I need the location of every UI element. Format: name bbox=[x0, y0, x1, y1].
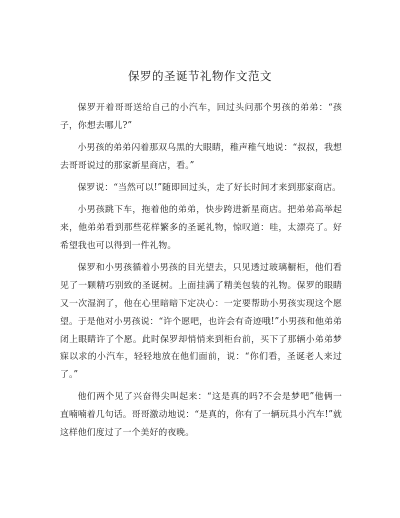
paragraph: 小男孩的弟弟闪着那双乌黑的大眼睛，稚声稚气地说：“叔叔，我想去哥哥说过的那家新星商店，看。” bbox=[60, 143, 342, 171]
paragraph: 他们两个见了兴奋得尖叫起来：“这是真的吗?不会是梦吧”他俩一直喃喃着几句话。哥哥激动地说：“是真的，你有了一辆玩具小汽车!”就这样他们度过了一个美好的夜晚。 bbox=[60, 392, 342, 439]
paragraph: 保罗和小男孩循着小男孩的目光望去，只见透过玻璃橱柜，他们看见了一颗精巧别致的圣诞树。上面挂满了精美包装的礼物。保罗的眼睛又一次湿润了，他在心里暗暗下定决心：一定要帮助小男孩实现这个愿望。于是他对小男孩说：“许个愿吧，也许会有奇迹哦!”小男孩和他弟弟闭上眼睛许了个愿。此时保罗却悄悄来到柜台前，买下了那辆小弟弟梦寐以求的小汽车，轻轻地放在他们面前，说：“你们看，圣诞老人来过了。” bbox=[60, 263, 342, 381]
document-title: 保罗的圣诞节礼物作文范文 bbox=[128, 69, 272, 83]
document-body bbox=[60, 100, 342, 447]
paragraph: 保罗开着哥哥送给自己的小汽车，回过头问那个男孩的弟弟：“孩子，你想去哪儿?” bbox=[60, 103, 342, 131]
paragraph: 小男孩跳下车，拖着他的弟弟，快步跨进新星商店。把弟弟高举起来，他弟弟看到那些花样繁多的圣诞礼物，惊叹道：哇，太漂亮了。好希望我也可以得到一件礼物。 bbox=[60, 205, 342, 252]
paragraph: 保罗说：“当然可以!”随即回过头，走了好长时间才来到那家商店。 bbox=[77, 183, 342, 194]
